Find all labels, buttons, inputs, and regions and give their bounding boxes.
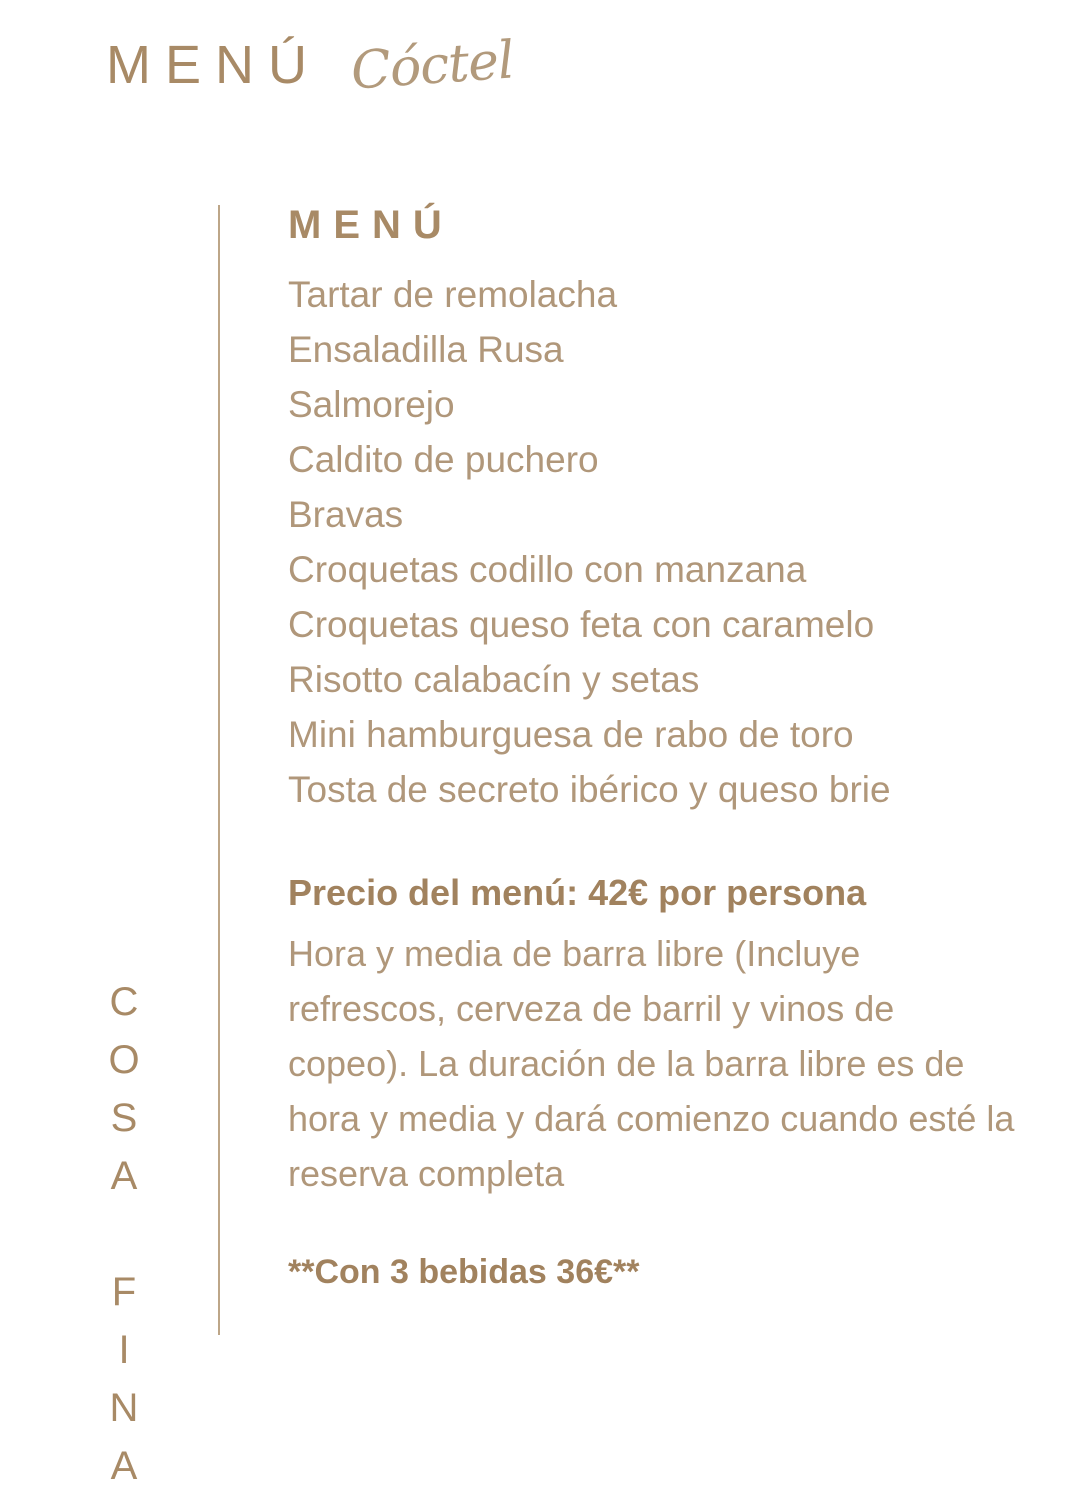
list-item: Croquetas queso feta con caramelo — [288, 604, 875, 645]
header-title-main: MENÚ — [106, 35, 321, 95]
list-item: Caldito de puchero — [288, 439, 599, 480]
list-item: Tosta de secreto ibérico y queso brie — [288, 769, 891, 810]
list-item: Croquetas codillo con manzana — [288, 549, 807, 590]
menu-content — [288, 205, 1018, 1292]
header-title-script: Cóctel — [349, 30, 516, 102]
vertical-divider — [218, 205, 220, 1335]
list-item: Ensaladilla Rusa — [288, 329, 564, 370]
open-bar-description: Hora y media de barra libre (Incluye refrescos, cerveza de barril y vinos de copeo). La duración de la barra libre es de hora y media y dará comienzo cuando esté la reserva completa — [288, 933, 1015, 1195]
dish-list — [288, 267, 1018, 817]
brand-vertical-label: COSA FINA — [102, 980, 146, 1502]
list-item: Salmorejo — [288, 384, 455, 425]
list-item: Risotto calabacín y setas — [288, 659, 700, 700]
drinks-note: **Con 3 bebidas 36€** — [288, 1253, 640, 1292]
price-line: Precio del menú: 42€ por persona — [288, 872, 867, 913]
list-item: Bravas — [288, 494, 404, 535]
list-item: Tartar de remolacha — [288, 274, 618, 315]
section-title: MENÚ — [288, 203, 454, 247]
page-header — [106, 30, 516, 102]
list-item: Mini hamburguesa de rabo de toro — [288, 714, 854, 755]
